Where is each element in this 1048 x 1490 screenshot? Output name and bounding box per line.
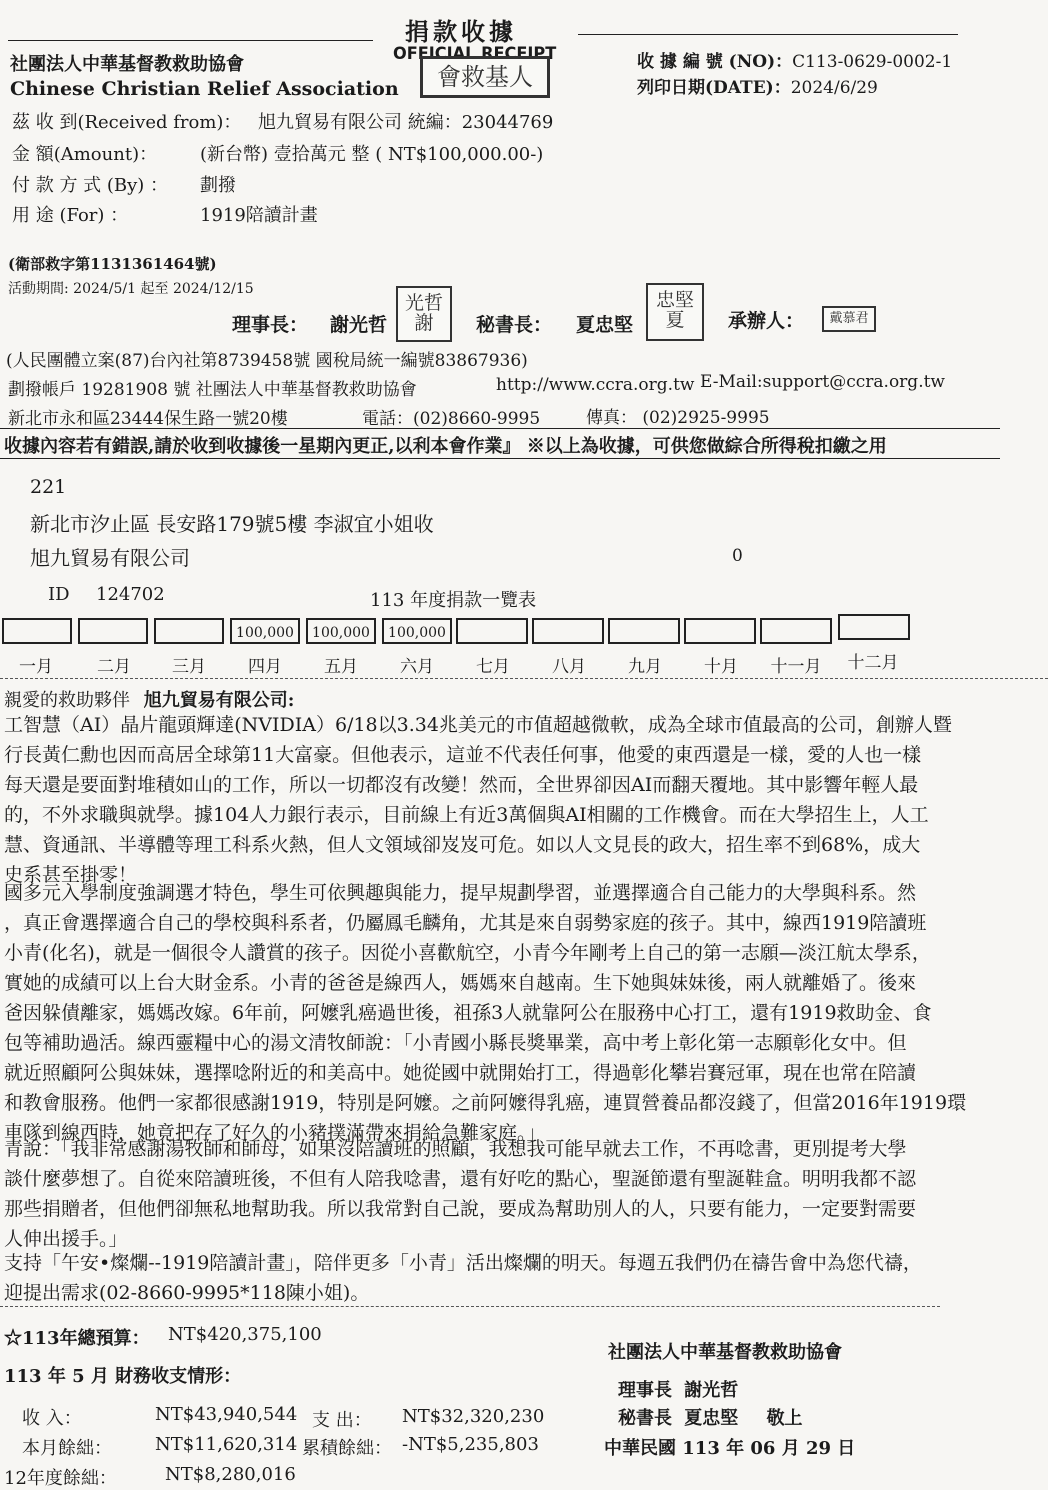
month-box-may: 100,000 (306, 618, 376, 644)
letter-line: 迎提出需求(02-8660-9995*118陳小姐)。 (4, 1282, 370, 1304)
letter-greeting (4, 686, 294, 712)
chairman-label: 理事長： (232, 314, 309, 336)
month-box-aug (532, 618, 604, 644)
month-label-mar: 三月 (172, 657, 206, 677)
letter-line: 工智慧（AI）晶片龍頭輝達(NVIDIA）6/18以3.34兆美元的市值超越微軟，成為全球市值最高的公司，創辦人暨 (4, 714, 952, 736)
letter-line: 行長黃仁勳也因而高居全球第11大富豪。但他表示，這並不代表任何事，他愛的東西還是一樣，愛的人也一樣 (4, 744, 922, 766)
month-label-may: 五月 (324, 657, 358, 677)
month-box-sep (608, 618, 680, 644)
notice-rule-top (0, 428, 1000, 429)
org-phone: 電話：(02)8660-9995 (362, 409, 541, 429)
received-from-value: 旭九貿易有限公司 統編：23044769 (258, 112, 554, 133)
letter-line: 支持「午安•燦爛--1919陪讀計畫」，陪伴更多「小青」活出燦爛的明天。每週五我們仍在禱告會中為您代禱， (4, 1252, 922, 1274)
header-rule-left (8, 40, 373, 41)
letter-line: 爸因躲債離家，媽媽改嫁。6年前，阿嬤乳癌過世後，祖孫3人就靠阿公在服務中心打工，還有1919救助金、食 (4, 1002, 932, 1024)
signoff-chairman (618, 1376, 738, 1402)
letter-line: 的，不外求職與就學。據104人力銀行表示，目前線上有近3萬個與AI相關的工作機會。而在大學招生上，人工 (4, 804, 929, 826)
donor-id-label: ID (48, 584, 70, 605)
amount-label: 金 額(Amount)： (12, 144, 158, 165)
purpose-value: 1919陪讀計畫 (200, 205, 318, 226)
month-box-dec (838, 614, 910, 640)
amount-value: (新台幣) 壹拾萬元 整 ( NT$100,000.00-) (200, 144, 544, 165)
mail-zip: 221 (30, 476, 67, 498)
secretary-name: 夏忠堅 (576, 314, 634, 336)
postal-account: 劃撥帳戶 19281908 號 社團法人中華基督教救助協會 (8, 380, 417, 400)
finance-divider (0, 1306, 940, 1307)
letter-line: 包等補助過活。線西靈糧中心的湯文清牧師說：「小青國小縣長獎畢業，高中考上彰化第一志願彰化女中。但 (4, 1032, 907, 1054)
letter-line: 和教會服務。他們一家都很感謝1919，特別是阿嬤。之前阿嬤得乳癌，連買營養品都沒錢了，但當2016年1919環 (4, 1092, 967, 1114)
cumulative-balance-value: -NT$5,235,803 (402, 1434, 539, 1455)
signoff-respect: 敬上 (766, 1408, 803, 1429)
finance-status-title: 113 年 5 月 財務收支情形： (4, 1366, 242, 1387)
website-link[interactable]: http://www.ccra.org.tw (496, 375, 695, 395)
purpose-label: 用 途 (For) ： (12, 205, 129, 226)
receipt-no-label: 收 據 編 號 (NO)： (637, 52, 793, 72)
receipt-title: 捐款收據 (405, 17, 517, 46)
signoff-secretary-title: 秘書長 (618, 1408, 672, 1429)
letter-line: 史系甚至掛零！ (4, 864, 138, 886)
org-fax: 傳真： (02)2925-9995 (586, 408, 770, 428)
letter-line: 小青(化名)，就是一個很令人讚賞的孩子。因從小喜歡航空，小青今年剛考上自己的第一志願—淡江航太學系， (4, 942, 931, 964)
month-label-jul: 七月 (476, 657, 510, 677)
expense-label: 支 出： (312, 1410, 372, 1431)
month-label-jan: 一月 (19, 657, 53, 677)
mail-zero: 0 (732, 546, 743, 566)
donation-table-title: 113 年度捐款一覽表 (370, 590, 537, 611)
month-label-nov: 十一月 (770, 657, 822, 677)
letter-line: 那些捐贈者，但他們卻無私地幫助我。所以我常對自己說，要成為幫助別人的人，只要有能力，一定要對需要 (4, 1198, 917, 1220)
letter-line: 車隊到線西時，她竟把存了好久的小豬撲滿帶來捐給急難家庭。」 (4, 1122, 546, 1144)
signoff-chairman-title: 理事長 (618, 1380, 672, 1401)
receipt-no (637, 47, 952, 72)
month-label-sep: 九月 (628, 657, 662, 677)
greeting-donor: 旭九貿易有限公司: (143, 690, 295, 711)
month-box-jun: 100,000 (382, 618, 452, 644)
payment-value: 劃撥 (200, 175, 236, 196)
signoff-chairman-name: 謝光哲 (684, 1380, 739, 1401)
handler-label: 承辦人： (728, 310, 805, 332)
received-from-label: 茲 收 到(Received from)： (12, 112, 242, 133)
registration-info: (人民團體立案(87)台內社第8739458號 國稅局統一編號83867936) (6, 351, 528, 371)
monthly-balance-value: NT$11,620,314 (155, 1434, 298, 1455)
receipt-no-value: C113-0629-0002-1 (792, 52, 953, 72)
org-name-en: Chinese Christian Relief Association (10, 78, 399, 100)
mail-address: 新北市汐止區 長安路179號5樓 李淑宜小姐收 (30, 512, 434, 536)
month-box-jul (456, 618, 528, 644)
header-rule-right (578, 34, 958, 35)
cumulative-balance-label: 累積餘絀： (302, 1438, 392, 1459)
correction-notice: 收據內容若有錯誤,請於收到收據後一星期內更正,以利本會作業』 ※以上為收據，可供您做綜合所得稅扣繳之用 (4, 436, 887, 457)
month-box-oct (684, 618, 756, 644)
month-label-dec: 十二月 (847, 653, 899, 673)
month-label-apr: 四月 (248, 657, 282, 677)
signoff-date: 中華民國 113 年 06 月 29 日 (604, 1438, 856, 1459)
letter-line: ，真正會選擇適合自己的學校與科系者，仍屬鳳毛麟角，尤其是來自弱勢家庭的孩子。其中，線西1919陪讀班 (4, 912, 927, 934)
activity-period: 活動期間: 2024/5/1 起至 2024/12/15 (8, 281, 254, 297)
letter-line: 人伸出援手。」 (4, 1228, 128, 1250)
expense-value: NT$32,320,230 (402, 1406, 545, 1427)
month-box-nov (760, 618, 832, 644)
permit-number: (衛部救字第1131361464號) (8, 255, 217, 273)
letter-paragraph-3 (4, 1134, 1044, 1254)
print-date-value: 2024/6/29 (790, 78, 878, 98)
income-value: NT$43,940,544 (155, 1404, 298, 1425)
signoff-org: 社團法人中華基督教救助協會 (608, 1342, 842, 1363)
letter-paragraph-2 (4, 878, 1044, 1148)
secretary-seal: 忠堅夏 (646, 283, 704, 341)
income-label: 收 入： (22, 1408, 82, 1429)
total-budget-label: ☆113年總預算： (4, 1328, 150, 1349)
month-box-jan (2, 618, 72, 644)
greeting-prefix: 親愛的救助夥伴 (4, 690, 130, 711)
month-box-feb (78, 618, 148, 644)
monthly-balance-label: 本月餘絀： (22, 1438, 112, 1459)
letter-line: 慧、資通訊、半導體等理工科系火熱，但人文領域卻岌岌可危。如以人文見長的政大，招生率不到68%，成大 (4, 834, 921, 856)
signoff-secretary (618, 1404, 803, 1430)
letter-line: 實她的成績可以上台大財金系。小青的爸爸是線西人，媽媽來自越南。生下她與妹妹後，兩人就離婚了。後來 (4, 972, 917, 994)
year-balance-value: NT$8,280,016 (165, 1464, 296, 1485)
letter-line: 每天還是要面對堆積如山的工作，所以一切都沒有改變！然而，全世界卻因AI而翻天覆地。其中影響年輕人最 (4, 774, 919, 796)
org-name: 社團法人中華基督教救助協會 (10, 54, 244, 75)
email-link[interactable]: E-Mail:support@ccra.org.tw (700, 372, 945, 392)
month-label-oct: 十月 (704, 657, 738, 677)
secretary-label: 秘書長： (476, 314, 553, 336)
month-box-mar (154, 618, 224, 644)
receipt-title-en: OFFICIAL RECEIPT (393, 44, 557, 64)
letter-paragraph-4 (4, 1248, 1044, 1308)
notice-rule-bottom (0, 458, 1000, 459)
signoff-secretary-name: 夏忠堅 (684, 1408, 739, 1429)
letter-line: 青說：「我非常感謝湯牧師和師母，如果沒陪讀班的照顧，我想我可能早就去工作，不再唸書，更別提考大學 (4, 1138, 907, 1160)
handler-seal: 戴慕君 (822, 306, 876, 332)
chairman-name: 謝光哲 (330, 314, 388, 336)
letter-divider (0, 678, 1048, 679)
payment-label: 付 款 方 式 (By) ： (12, 175, 169, 196)
print-date-label: 列印日期(DATE)： (637, 78, 791, 98)
chairman-seal: 光哲謝 (396, 286, 452, 342)
letter-paragraph-1 (4, 710, 1044, 890)
letter-line: 就近照顧阿公與妹妹，選擇唸附近的和美高中。她從國中就開始打工，得過彰化攀岩賽冠軍，現在也常在陪讀 (4, 1062, 917, 1084)
month-label-aug: 八月 (552, 657, 586, 677)
print-date (637, 73, 878, 98)
letter-line: 談什麼夢想了。自從來陪讀班後，不但有人陪我唸書，還有好吃的點心，聖誕節還有聖誕鞋盒。明明我都不認 (4, 1168, 917, 1190)
org-stamp: 會救基人 (420, 56, 550, 98)
donor-id-value: 124702 (96, 584, 165, 605)
total-budget-value: NT$420,375,100 (168, 1324, 322, 1345)
month-label-jun: 六月 (400, 657, 434, 677)
mail-company: 旭九貿易有限公司 (30, 546, 190, 570)
month-box-apr: 100,000 (230, 618, 300, 644)
year-balance-label: 12年度餘絀： (4, 1468, 117, 1489)
month-label-feb: 二月 (97, 657, 131, 677)
org-address: 新北市永和區23444保生路一號20樓 (8, 409, 288, 429)
letter-line: 國多元入學制度強調選才特色，學生可依興趣與能力，提早規劃學習，並選擇適合自己能力的大學與科系。然 (4, 882, 917, 904)
